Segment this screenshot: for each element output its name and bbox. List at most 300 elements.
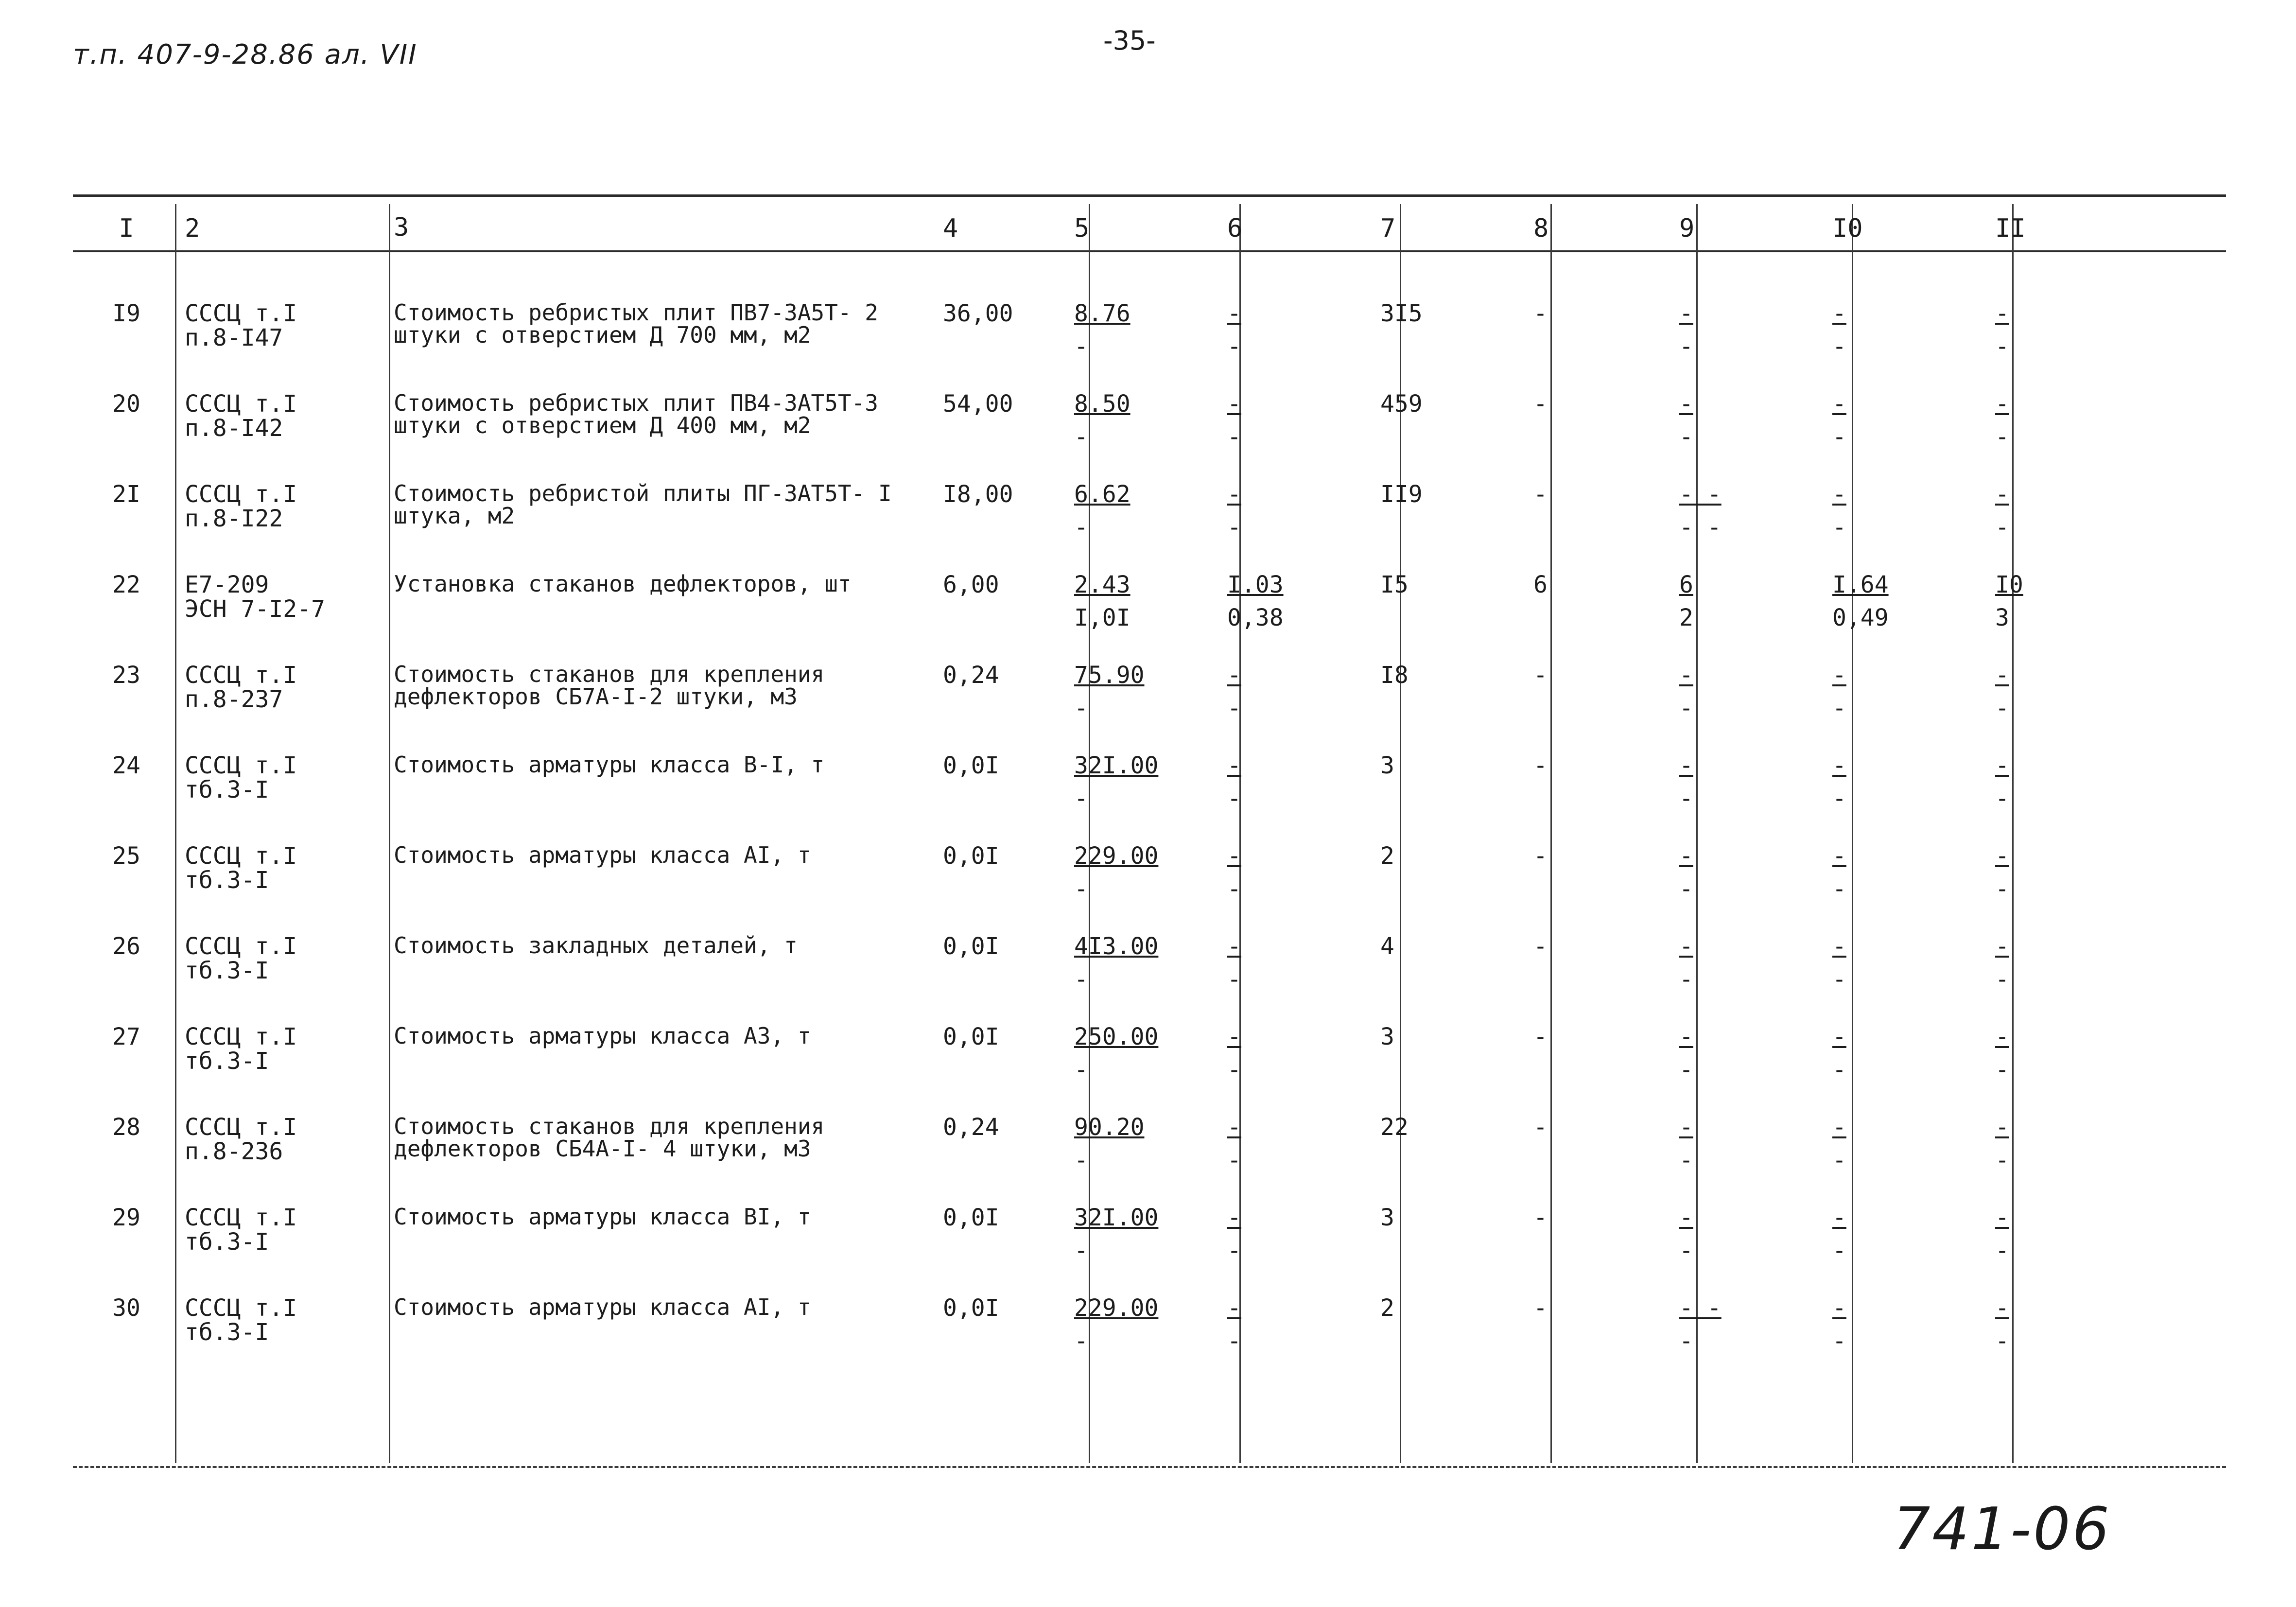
cell-text: - xyxy=(1995,514,2009,541)
table-cell xyxy=(1990,663,2146,753)
cell-text: - xyxy=(1995,753,2009,779)
cell-text: - xyxy=(1995,844,2009,870)
table-cell xyxy=(180,934,389,1025)
cell-text: - xyxy=(1995,1237,2009,1264)
table-cell xyxy=(938,663,1069,753)
table-cell xyxy=(180,482,389,573)
table-cell xyxy=(1827,1296,1990,1386)
cell-text: 2.43 xyxy=(1074,573,1131,598)
cell-text: - xyxy=(1227,1147,1241,1174)
table-cell xyxy=(1069,934,1222,1025)
cell-text: - xyxy=(1533,1205,1548,1231)
cell-text: - xyxy=(1832,482,1846,508)
table-cell xyxy=(1827,1115,1990,1205)
table-cell xyxy=(1529,482,1674,573)
table-header-rule xyxy=(73,250,2226,252)
table-cell xyxy=(938,1205,1069,1296)
cell-text: - xyxy=(1995,1328,2009,1355)
table-cell xyxy=(1529,1025,1674,1115)
archive-stamp: 741-06 xyxy=(1893,1496,2111,1563)
cell-text: СССЦ т.I xyxy=(185,392,297,418)
table-cell xyxy=(73,392,180,482)
cell-text: - xyxy=(1832,875,1846,903)
cell-text: - xyxy=(1832,663,1846,689)
cell-text: Стоимость арматуры класса АI, т xyxy=(394,844,811,868)
table-cell xyxy=(389,844,938,934)
table-row xyxy=(73,663,2226,753)
table-cell xyxy=(73,934,180,1025)
cell-text: - xyxy=(1074,333,1088,360)
table-cell xyxy=(1069,1296,1222,1386)
table-cell xyxy=(1990,1205,2146,1296)
cell-text: - xyxy=(1995,785,2009,812)
table-cell xyxy=(1375,1296,1529,1386)
cell-text: - xyxy=(1533,1115,1548,1141)
cell-text: - xyxy=(1995,1147,2009,1174)
table-cell xyxy=(73,301,180,392)
cell-text: - xyxy=(1074,1147,1088,1174)
table-cell xyxy=(1375,844,1529,934)
table-cell xyxy=(73,844,180,934)
cell-text: 4 xyxy=(1380,934,1394,960)
cell-text: - xyxy=(1679,392,1693,418)
table-cell xyxy=(1222,301,1375,392)
cell-text: - xyxy=(1227,392,1241,418)
cell-text: - xyxy=(1995,1115,2009,1141)
cell-text: - xyxy=(1995,934,2009,960)
table-cell xyxy=(1222,573,1375,663)
cell-text: 0,0I xyxy=(943,1025,999,1050)
table-cell xyxy=(1990,934,2146,1025)
cell-text: - xyxy=(1074,875,1088,903)
table-cell xyxy=(1827,663,1990,753)
table-cell xyxy=(1990,392,2146,482)
cell-text: 6 xyxy=(1533,573,1548,598)
cell-text: - xyxy=(1227,301,1241,327)
table-cell xyxy=(1222,1296,1375,1386)
table-cell xyxy=(1827,392,1990,482)
table-cell xyxy=(1375,934,1529,1025)
table-cell xyxy=(73,1205,180,1296)
table-cell xyxy=(938,392,1069,482)
table-cell xyxy=(1827,573,1990,663)
table-cell xyxy=(389,1296,938,1386)
table-cell xyxy=(180,844,389,934)
cell-text: 6.62 xyxy=(1074,482,1131,508)
cell-text: 26 xyxy=(112,934,140,960)
table-cell xyxy=(180,392,389,482)
cell-text: тб.3-I xyxy=(185,867,269,894)
col-header-10: I0 xyxy=(1832,214,1863,243)
table-cell xyxy=(938,844,1069,934)
table-cell xyxy=(73,573,180,663)
cell-text: - xyxy=(1832,392,1846,418)
cell-text: - xyxy=(1679,966,1693,993)
col-header-4: 4 xyxy=(943,214,958,243)
table-cell xyxy=(73,663,180,753)
table-cell xyxy=(180,1296,389,1386)
table-header xyxy=(73,207,2226,250)
table-cell xyxy=(1990,573,2146,663)
cell-text: 2 xyxy=(1380,1296,1394,1322)
cell-text: СССЦ т.I xyxy=(185,1025,297,1050)
table-row xyxy=(73,573,2226,663)
cell-text: - xyxy=(1832,1115,1846,1141)
cell-text: Стоимость стаканов для крепления дефлекторов СБ7А-I-2 штуки, м3 xyxy=(394,663,825,710)
table-cell xyxy=(1529,753,1674,844)
cell-text: - xyxy=(1074,1056,1088,1083)
cell-text: - xyxy=(1227,695,1241,722)
cell-text: 30 xyxy=(112,1296,140,1322)
table-cell xyxy=(389,1205,938,1296)
cell-text: СССЦ т.I xyxy=(185,482,297,508)
cell-text: 25 xyxy=(112,844,140,870)
cell-text: 6,00 xyxy=(943,573,999,598)
cell-text: тб.3-I xyxy=(185,1319,269,1346)
table-cell xyxy=(1674,482,1827,573)
table-row xyxy=(73,301,2226,392)
cell-text: - xyxy=(1533,1025,1548,1050)
table-cell xyxy=(1222,934,1375,1025)
cell-text: - - xyxy=(1679,482,1722,508)
table-cell xyxy=(1529,1205,1674,1296)
cell-text: - xyxy=(1832,1328,1846,1355)
cell-text: - xyxy=(1679,1115,1693,1141)
table-cell xyxy=(1529,573,1674,663)
table-cell xyxy=(1375,1205,1529,1296)
cell-text: 32I.00 xyxy=(1074,1205,1159,1231)
table-cell xyxy=(389,392,938,482)
cell-text: - - xyxy=(1679,1296,1722,1322)
cell-text: п.8-236 xyxy=(185,1138,283,1165)
cell-text: I8,00 xyxy=(943,482,1013,508)
cell-text: - xyxy=(1832,1025,1846,1050)
cell-text: п.8-I22 xyxy=(185,505,283,532)
table-cell xyxy=(1069,1205,1222,1296)
cell-text: 2 xyxy=(1679,604,1693,631)
cell-text: 0,38 xyxy=(1227,604,1284,631)
cell-text: 0,0I xyxy=(943,1296,999,1322)
table-cell xyxy=(938,482,1069,573)
table-cell xyxy=(1674,1296,1827,1386)
cell-text: - xyxy=(1227,844,1241,870)
cell-text: - xyxy=(1074,966,1088,993)
cell-text: СССЦ т.I xyxy=(185,753,297,779)
cell-text: - xyxy=(1832,966,1846,993)
cell-text: 3 xyxy=(1380,1205,1394,1231)
cell-text: 8.50 xyxy=(1074,392,1131,418)
cell-text: - xyxy=(1995,1205,2009,1231)
estimate-table xyxy=(73,194,2226,1468)
table-cell xyxy=(389,573,938,663)
table-cell xyxy=(1827,1025,1990,1115)
cell-text: II9 xyxy=(1380,482,1423,508)
cell-text: тб.3-I xyxy=(185,1228,269,1256)
cell-text: - xyxy=(1995,966,2009,993)
cell-text: - xyxy=(1832,423,1846,451)
cell-text: - xyxy=(1832,514,1846,541)
cell-text: - xyxy=(1832,1147,1846,1174)
cell-text: - xyxy=(1995,1296,2009,1322)
col-header-7: 7 xyxy=(1380,214,1396,243)
table-cell xyxy=(1375,1025,1529,1115)
table-cell xyxy=(938,934,1069,1025)
cell-text: I.03 xyxy=(1227,573,1284,598)
cell-text: - xyxy=(1227,1328,1241,1355)
cell-text: - xyxy=(1832,1296,1846,1322)
cell-text: Стоимость арматуры класса ВI, т xyxy=(394,1205,811,1230)
cell-text: - xyxy=(1074,785,1088,812)
cell-text: - xyxy=(1227,966,1241,993)
col-header-9: 9 xyxy=(1679,214,1695,243)
cell-text: - xyxy=(1679,301,1693,327)
table-cell xyxy=(1529,844,1674,934)
cell-text: - xyxy=(1074,695,1088,722)
cell-text: - xyxy=(1679,1025,1693,1050)
table-cell xyxy=(389,1115,938,1205)
table-cell xyxy=(73,1296,180,1386)
table-cell xyxy=(180,753,389,844)
cell-text: 0,0I xyxy=(943,934,999,960)
cell-text: - xyxy=(1074,1328,1088,1355)
table-cell xyxy=(1674,663,1827,753)
table-bottom-rule xyxy=(73,1466,2226,1468)
table-cell xyxy=(1990,1296,2146,1386)
cell-text: Стоимость арматуры класса АI, т xyxy=(394,1296,811,1320)
table-cell xyxy=(1990,301,2146,392)
cell-text: - xyxy=(1832,695,1846,722)
table-cell xyxy=(1529,1296,1674,1386)
cell-text: СССЦ т.I xyxy=(185,301,297,327)
cell-text: - xyxy=(1832,753,1846,779)
cell-text: 459 xyxy=(1380,392,1423,418)
table-row xyxy=(73,392,2226,482)
cell-text: - xyxy=(1679,934,1693,960)
cell-text: - xyxy=(1533,753,1548,779)
col-header-6: 6 xyxy=(1227,214,1243,243)
cell-text: - xyxy=(1533,663,1548,689)
cell-text: СССЦ т.I xyxy=(185,844,297,870)
cell-text: 3 xyxy=(1380,753,1394,779)
table-cell xyxy=(1827,1205,1990,1296)
cell-text: 75.90 xyxy=(1074,663,1145,689)
cell-text: - xyxy=(1227,1056,1241,1083)
table-cell xyxy=(938,1025,1069,1115)
cell-text: - xyxy=(1227,514,1241,541)
table-cell xyxy=(1375,573,1529,663)
cell-text: I0 xyxy=(1995,573,2023,598)
table-cell xyxy=(1827,753,1990,844)
cell-text: - xyxy=(1832,333,1846,360)
cell-text: 29 xyxy=(112,1205,140,1231)
cell-text: Стоимость ребристой плиты ПГ-3АТ5Т- I штука, м2 xyxy=(394,482,892,529)
cell-text: - xyxy=(1679,1205,1693,1231)
table-cell xyxy=(1222,663,1375,753)
table-row xyxy=(73,482,2226,573)
cell-text: - xyxy=(1679,695,1693,722)
cell-text: - xyxy=(1995,482,2009,508)
cell-text: - xyxy=(1995,875,2009,903)
table-row xyxy=(73,1115,2226,1205)
table-cell xyxy=(1222,1025,1375,1115)
table-cell xyxy=(1222,844,1375,934)
cell-text: - xyxy=(1533,482,1548,508)
table-cell xyxy=(1529,663,1674,753)
cell-text: - xyxy=(1533,934,1548,960)
cell-text: 2I xyxy=(112,482,140,508)
table-cell xyxy=(1529,301,1674,392)
table-cell xyxy=(938,753,1069,844)
cell-text: Стоимость закладных деталей, т xyxy=(394,934,798,959)
cell-text: 0,0I xyxy=(943,753,999,779)
cell-text: - xyxy=(1227,1205,1241,1231)
table-cell xyxy=(73,482,180,573)
table-cell xyxy=(1674,392,1827,482)
cell-text: 90.20 xyxy=(1074,1115,1145,1141)
page-number: -35- xyxy=(1103,25,1156,56)
cell-text: - xyxy=(1227,423,1241,451)
table-cell xyxy=(389,663,938,753)
table-cell xyxy=(1069,1115,1222,1205)
table-cell xyxy=(1529,392,1674,482)
table-cell xyxy=(73,1115,180,1205)
table-cell xyxy=(180,301,389,392)
table-cell xyxy=(389,934,938,1025)
col-header-3: 3 xyxy=(394,213,409,242)
cell-text: 23 xyxy=(112,663,140,689)
table-cell xyxy=(1069,844,1222,934)
table-cell xyxy=(1674,573,1827,663)
cell-text: - xyxy=(1533,1296,1548,1322)
table-cell xyxy=(1990,1115,2146,1205)
cell-text: - xyxy=(1679,1056,1693,1083)
table-cell xyxy=(1069,482,1222,573)
cell-text: 0,24 xyxy=(943,1115,999,1141)
table-cell xyxy=(73,753,180,844)
cell-text: 0,24 xyxy=(943,663,999,689)
cell-text: - xyxy=(1832,785,1846,812)
cell-text: 27 xyxy=(112,1025,140,1050)
cell-text: 3 xyxy=(1380,1025,1394,1050)
cell-text: - xyxy=(1227,875,1241,903)
table-cell xyxy=(1069,753,1222,844)
col-header-2: 2 xyxy=(185,214,200,243)
cell-text: I8 xyxy=(1380,663,1409,689)
cell-text: 32I.00 xyxy=(1074,753,1159,779)
cell-text: Стоимость арматуры класса А3, т xyxy=(394,1025,811,1049)
col-header-11: II xyxy=(1995,214,2026,243)
cell-text: - xyxy=(1995,392,2009,418)
table-cell xyxy=(1827,844,1990,934)
table-cell xyxy=(1827,482,1990,573)
cell-text: Е7-209 xyxy=(185,573,269,598)
cell-text: - xyxy=(1679,663,1693,689)
table-cell xyxy=(1674,753,1827,844)
cell-text: - xyxy=(1227,753,1241,779)
cell-text: 24 xyxy=(112,753,140,779)
cell-text: - xyxy=(1679,785,1693,812)
cell-text: - xyxy=(1227,1237,1241,1264)
document-code: т.п. 407-9-28.86 ал. VII xyxy=(73,39,417,70)
cell-text: - xyxy=(1227,1115,1241,1141)
cell-text: - xyxy=(1679,1147,1693,1174)
table-cell xyxy=(180,1025,389,1115)
cell-text: 0,49 xyxy=(1832,604,1889,631)
cell-text: - xyxy=(1227,333,1241,360)
cell-text: СССЦ т.I xyxy=(185,1296,297,1322)
table-cell xyxy=(1529,1115,1674,1205)
cell-text: - xyxy=(1227,934,1241,960)
table-cell xyxy=(1990,1025,2146,1115)
cell-text: Стоимость ребристых плит ПВ7-3А5Т- 2 штуки с отверстием Д 700 мм, м2 xyxy=(394,301,878,348)
table-cell xyxy=(1069,301,1222,392)
cell-text: - xyxy=(1679,844,1693,870)
cell-text: 54,00 xyxy=(943,392,1013,418)
table-cell xyxy=(1674,1115,1827,1205)
cell-text: СССЦ т.I xyxy=(185,663,297,689)
table-cell xyxy=(1529,934,1674,1025)
cell-text: - xyxy=(1679,423,1693,451)
table-row xyxy=(73,753,2226,844)
table-cell xyxy=(938,301,1069,392)
cell-text: тб.3-I xyxy=(185,776,269,804)
table-row xyxy=(73,934,2226,1025)
cell-text: 22 xyxy=(112,573,140,598)
table-cell xyxy=(389,301,938,392)
cell-text: - xyxy=(1679,875,1693,903)
table-cell xyxy=(1375,1115,1529,1205)
table-cell xyxy=(1674,934,1827,1025)
table-cell xyxy=(389,482,938,573)
cell-text: - xyxy=(1995,301,2009,327)
cell-text: п.8-237 xyxy=(185,686,283,713)
cell-text: 8.76 xyxy=(1074,301,1131,327)
cell-text: - xyxy=(1995,1025,2009,1050)
cell-text: тб.3-I xyxy=(185,957,269,984)
cell-text: - xyxy=(1995,695,2009,722)
cell-text: - xyxy=(1832,1056,1846,1083)
cell-text: СССЦ т.I xyxy=(185,1115,297,1141)
cell-text: - xyxy=(1679,1237,1693,1264)
cell-text: 3 xyxy=(1995,604,2009,631)
cell-text: 6 xyxy=(1679,573,1693,598)
cell-text: - xyxy=(1679,753,1693,779)
table-cell xyxy=(1375,663,1529,753)
table-cell xyxy=(180,1205,389,1296)
cell-text: - xyxy=(1074,423,1088,451)
cell-text: - xyxy=(1995,663,2009,689)
cell-text: 0,0I xyxy=(943,1205,999,1231)
cell-text: - xyxy=(1533,844,1548,870)
cell-text: Стоимость ребристых плит ПВ4-3АТ5Т-3 штуки с отверстием Д 400 мм, м2 xyxy=(394,392,878,438)
table-cell xyxy=(1990,482,2146,573)
cell-text: - xyxy=(1995,1056,2009,1083)
table-cell xyxy=(1990,753,2146,844)
cell-text: 3I5 xyxy=(1380,301,1423,327)
cell-text: ЭСН 7-I2-7 xyxy=(185,595,325,623)
table-cell xyxy=(180,1115,389,1205)
table-row xyxy=(73,844,2226,934)
table-cell xyxy=(1222,1115,1375,1205)
table-cell xyxy=(1827,934,1990,1025)
table-cell xyxy=(938,1296,1069,1386)
table-row xyxy=(73,1296,2226,1386)
col-header-5: 5 xyxy=(1074,214,1090,243)
cell-text: - xyxy=(1074,514,1088,541)
cell-text: I5 xyxy=(1380,573,1409,598)
cell-text: - xyxy=(1832,1205,1846,1231)
cell-text: I9 xyxy=(112,301,140,327)
